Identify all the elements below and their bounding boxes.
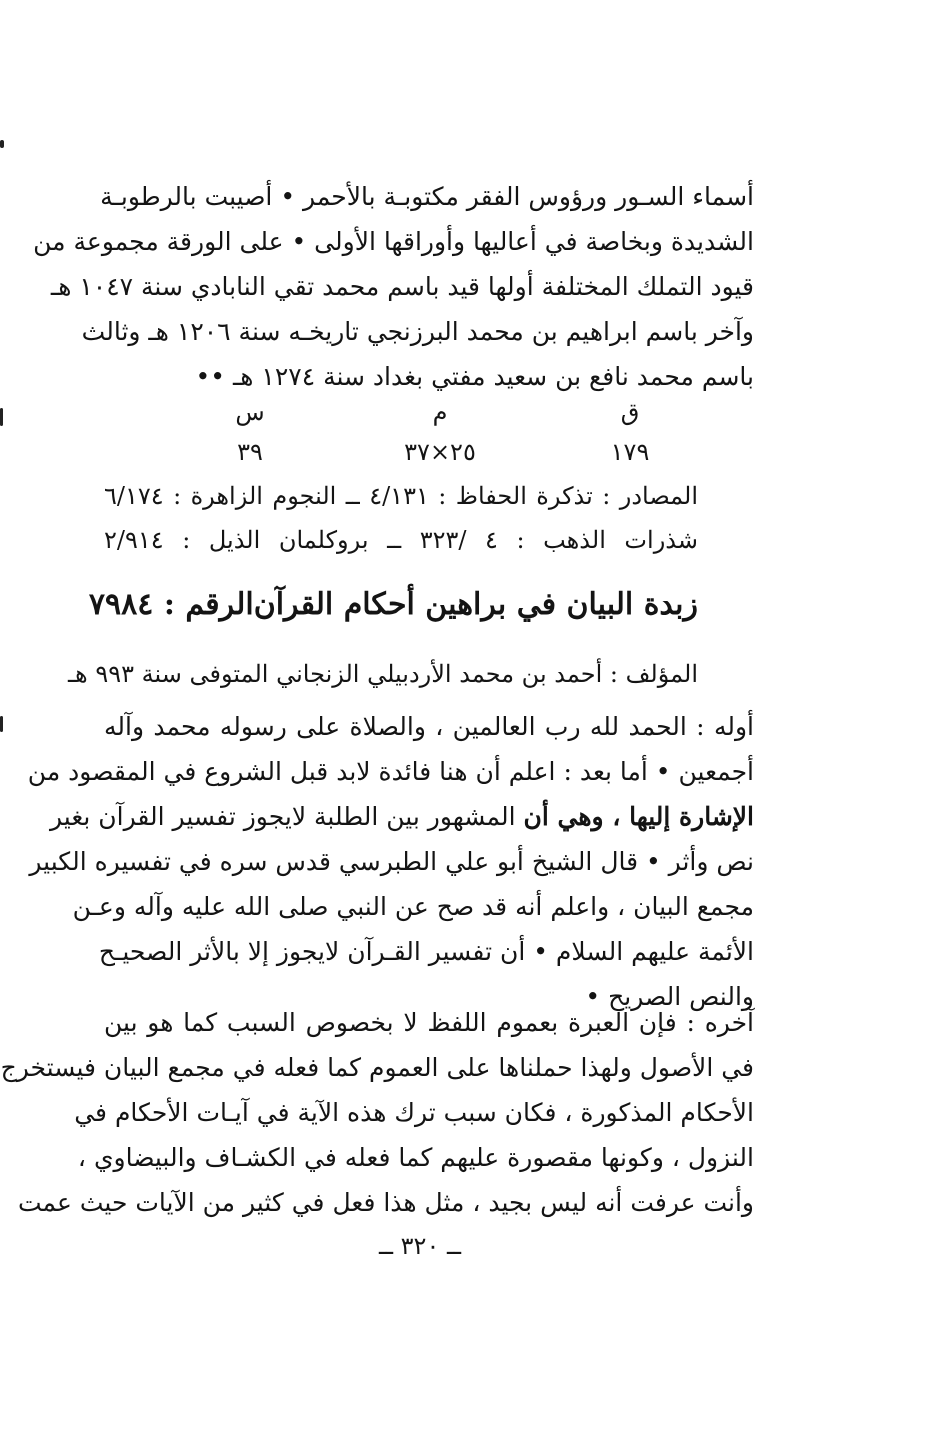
text-line: الأحكام المذكورة ، فكان سبب ترك هذه الآية في آيـات الأحكام في xyxy=(74,1098,754,1127)
text-line: أجمعين • أما بعد : اعلم أن هنا فائدة لابد قبل الشروع في المقصود من xyxy=(27,757,754,786)
author-text: المؤلف : أحمد بن محمد الأردبيلي الزنجاني المتوفى سنة ٩٩٣ هـ xyxy=(68,660,698,688)
bold-phrase: الإشارة إليها ، وهي أن xyxy=(523,802,754,831)
text-span: المشهور بين الطلبة لايجوز تفسير القرآن بغير xyxy=(49,802,524,831)
stats-value-lines: ٣٩ xyxy=(237,438,263,466)
text-line: والنص الصريح • xyxy=(585,982,754,1011)
text-line: وآخر باسم ابراهيم بن محمد البرزنجي تاريخـه سنة ١٢٠٦ هـ وثالث xyxy=(81,317,754,346)
text-line: مجمع البيان ، واعلم أنه قد صح عن النبي صلى الله عليه وآله وعـن xyxy=(72,892,754,921)
text-line: أوله : الحمد لله رب العالمين ، والصلاة على رسوله محمد وآله xyxy=(104,712,754,741)
entry-title: زبدة البيان في براهين أحكام القرآن xyxy=(253,587,698,622)
text-line: الأئمة عليهم السلام • أن تفسير القـرآن لايجوز إلا بالأثر الصحيـح xyxy=(98,937,754,966)
stats-value-size: ٢٥×٣٧ xyxy=(404,438,476,466)
entry-number: الرقم : ٧٩٨٤ xyxy=(88,587,254,622)
text-line: في الأصول ولهذا حملناها على العموم كما فعله في مجمع البيان فيستخرج xyxy=(0,1053,754,1082)
text-line: أسماء السـور ورؤوس الفقر مكتوبـة بالأحمر • أصيبت بالرطوبـة xyxy=(100,182,754,211)
author-line xyxy=(68,652,698,696)
stats-header-size: م xyxy=(432,398,448,426)
page-number: ــ ٣٢٠ ــ xyxy=(378,1232,462,1260)
text-line xyxy=(49,794,754,839)
stats-header-leaves: ق xyxy=(620,398,640,426)
text-line: قيود التملك المختلفة أولها قيد باسم محمد تقي النابادي سنة ١٠٤٧ هـ xyxy=(50,272,754,301)
margin-mark xyxy=(0,140,4,148)
text-line: وأنت عرفت أنه ليس بجيد ، مثل هذا فعل في كثير من الآيات حيث عمت xyxy=(18,1188,754,1217)
stats-header-row xyxy=(190,392,690,432)
stats-value-row xyxy=(190,432,690,472)
manuscript-stats-table xyxy=(190,392,690,472)
opening-paragraph xyxy=(27,704,754,1019)
sources-line: المصادر : تذكرة الحفاظ : ٤/١٣١ ــ النجوم الزاهرة : ٦/١٧٤ xyxy=(104,482,698,510)
sources-line: شذرات الذهب : ٤ /٣٢٣ ــ بروكلمان الذيل : ٢/٩١٤ xyxy=(104,526,698,554)
text-line: الشديدة وبخاصة في أعاليها وأوراقها الأولى • على الورقة مجموعة من xyxy=(33,227,754,256)
ending-paragraph xyxy=(0,1000,754,1225)
intro-paragraph xyxy=(33,174,754,399)
text-line: النزول ، وكونها مقصورة عليهم كما فعله في الكشـاف والبيضاوي ، xyxy=(77,1143,754,1172)
text-line: باسم محمد نافع بن سعيد مفتي بغداد سنة ١٢٧٤ هـ •• xyxy=(195,362,754,391)
stats-value-leaves: ١٧٩ xyxy=(610,438,650,466)
text-line: نص وأثر • قال الشيخ أبو علي الطبرسي قدس سره في تفسيره الكبير xyxy=(29,847,754,876)
margin-mark xyxy=(0,716,3,732)
stats-header-lines: س xyxy=(235,398,265,426)
sources-paragraph xyxy=(104,474,698,562)
entry-heading xyxy=(88,580,698,630)
margin-mark xyxy=(0,408,3,426)
text-line: آخره : فإن العبرة بعموم اللفظ لا بخصوص السبب كما هو بين xyxy=(104,1008,754,1037)
